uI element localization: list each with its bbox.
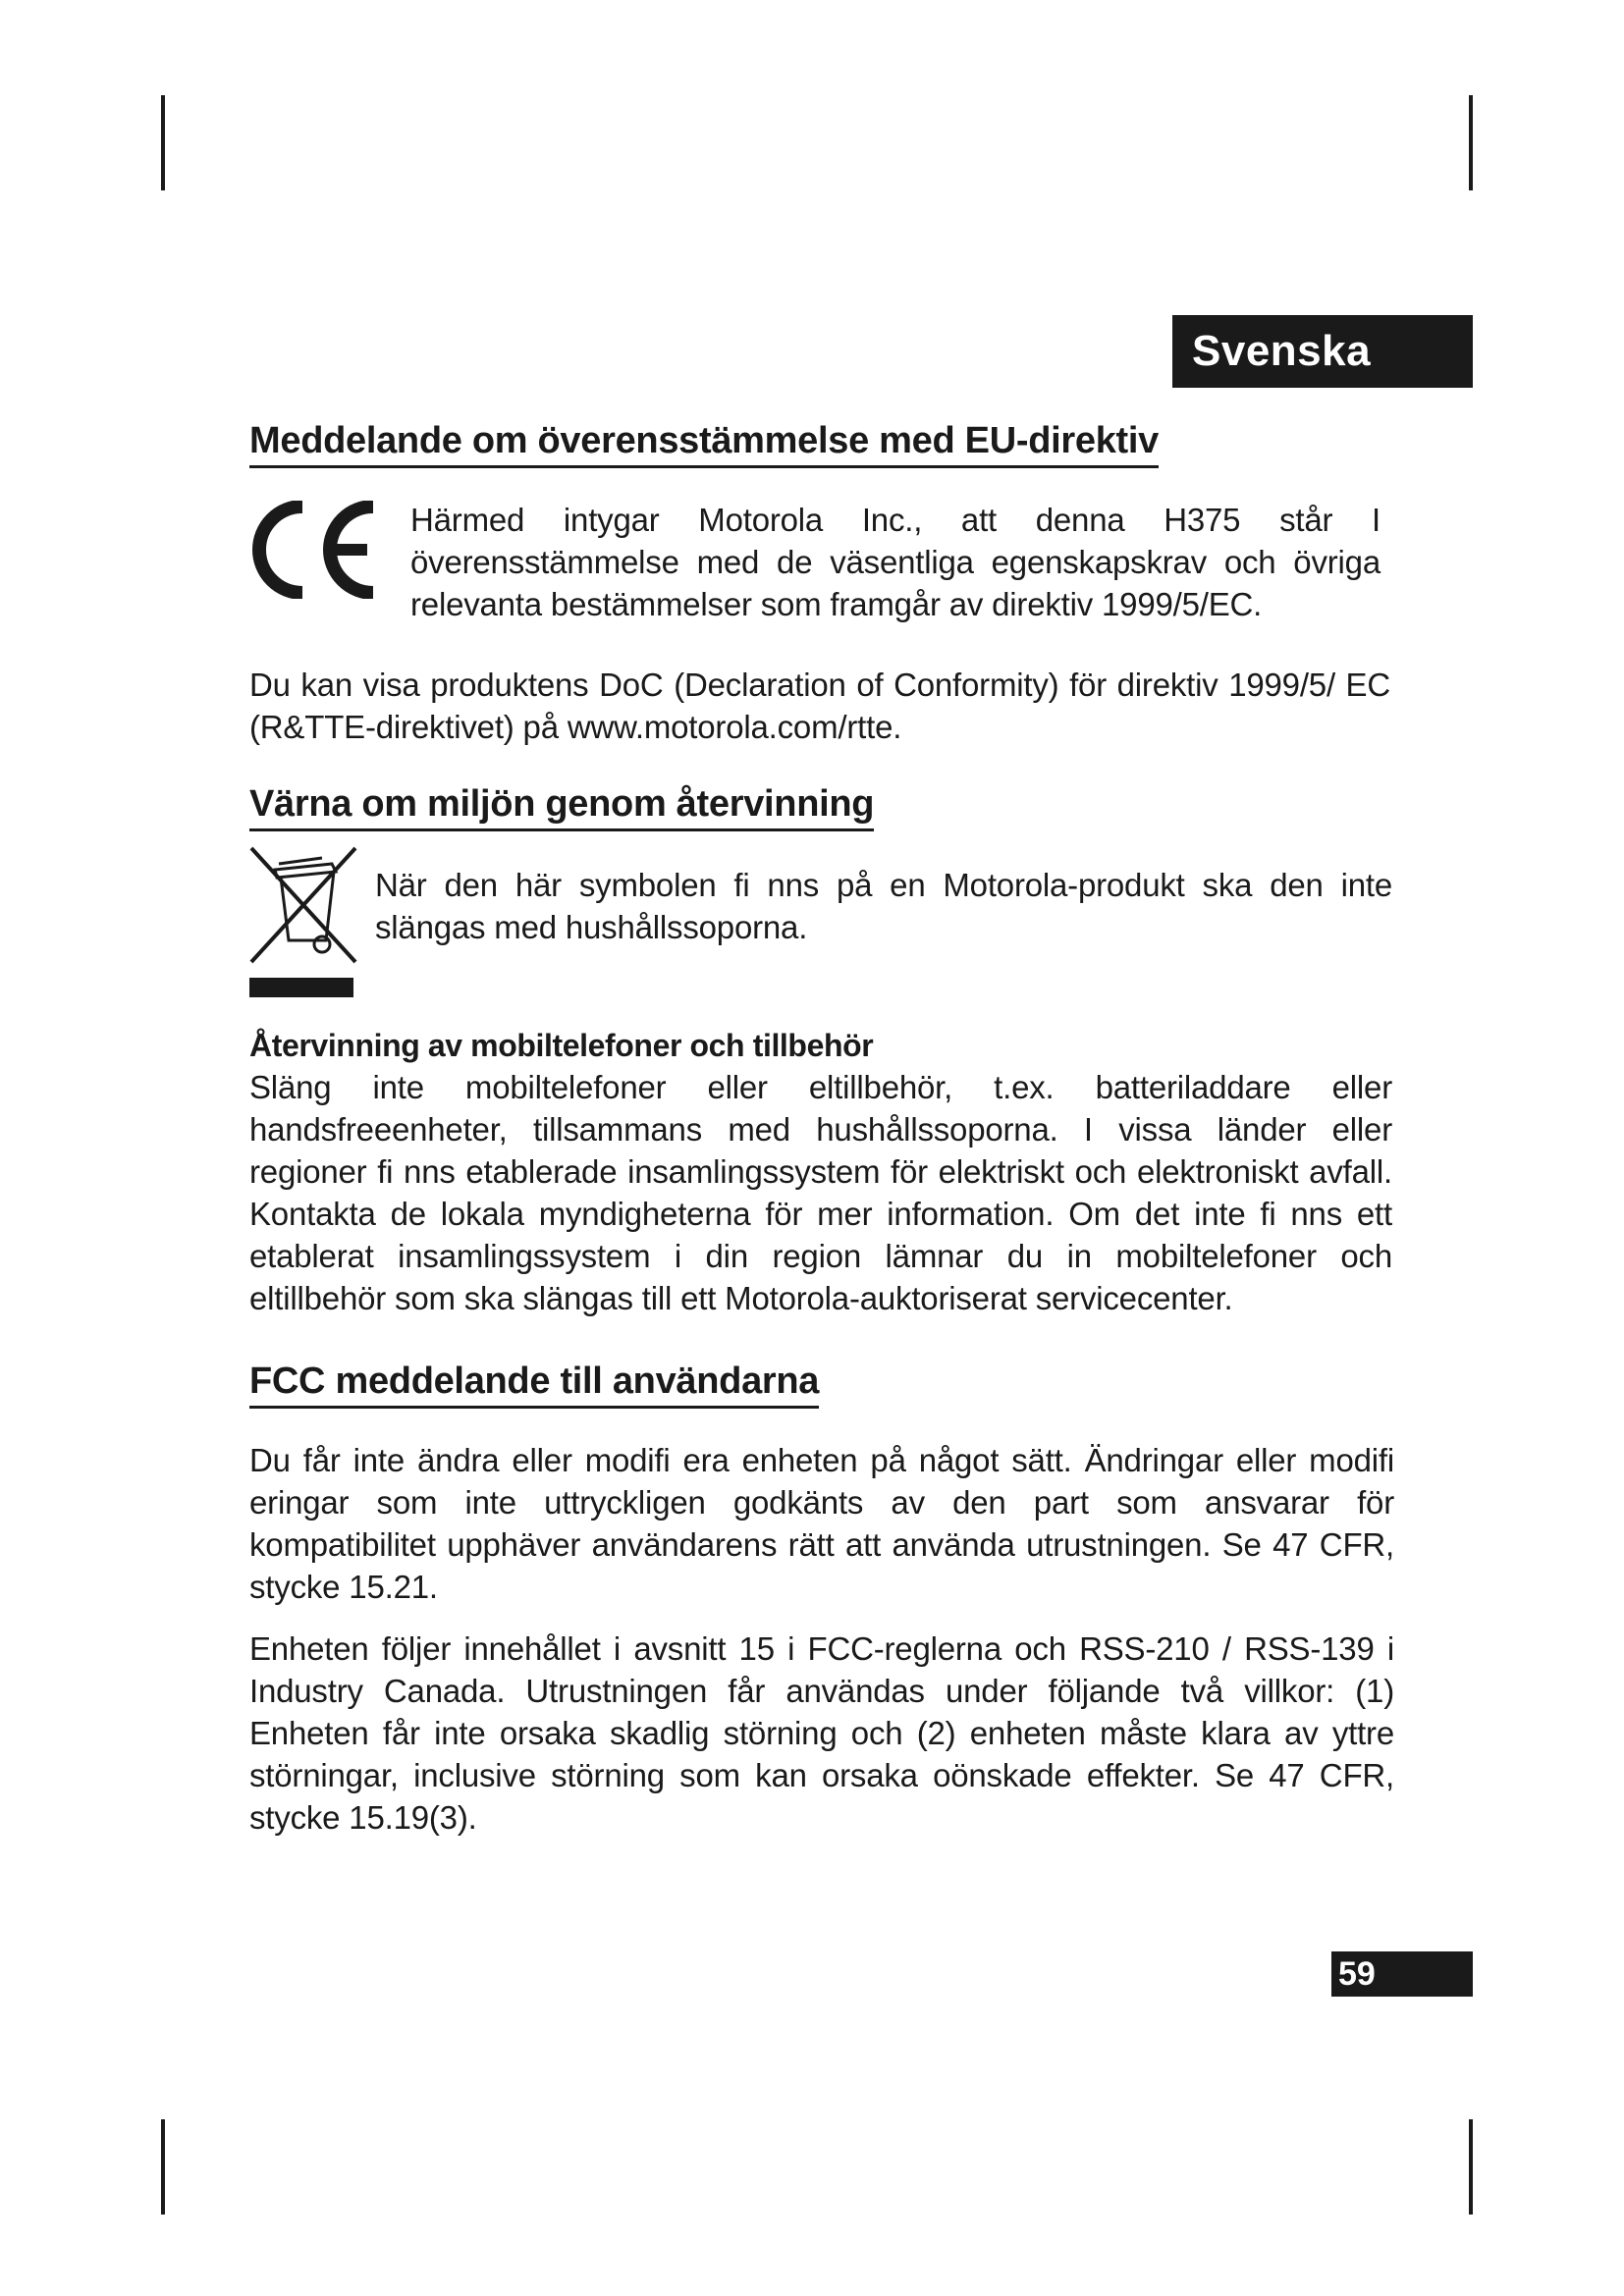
language-tab: Svenska [1172, 315, 1473, 388]
crop-mark-top-left [161, 95, 165, 190]
fcc-paragraph-2: Enheten följer innehållet i avsnitt 15 i FCC-reglerna och RSS-210 / RSS-139 i Industry Canada. Utrustningen får användas under följande två villkor: (1) Enheten får inte orsaka skadlig störning och (2) enheten måste klara av yttre störningar, inclusive störning som kan orsaka oönskade effekter. Se 47 CFR, stycke 15.19(3). [249, 1630, 1394, 1836]
crossed-out-wheelie-bin-icon [245, 842, 363, 999]
ce-mark-icon [247, 501, 385, 599]
crop-mark-bottom-right [1469, 2119, 1473, 2215]
weee-symbol-text: När den här symbolen fi nns på en Motorola-produkt ska den inte slängas med hushållssoporna. [375, 867, 1392, 945]
crop-mark-bottom-left [161, 2119, 165, 2215]
recycling-body: Släng inte mobiltelefoner eller eltillbehör, t.ex. batteriladdare eller handsfreeenheter, tillsammans med hushållssoporna. I vissa länder eller regioner fi nns etablerade insamlingssystem för elektriskt och elektroniskt avfall. Kontakta de lokala myndigheterna för mer information. Om det inte fi nns ett etablerat insamlingssystem i din region lämnar du in mobiltelefoner och eltillbehör som ska slängas till ett Motorola-auktoriserat servicecenter. [249, 1069, 1392, 1316]
ce-conformity-text: Härmed intygar Motorola Inc., att denna H375 står I överensstämmelse med de väsentliga egenskapskrav och övriga relevanta bestämmelser som framgår av direktiv 1999/5/EC. [410, 502, 1380, 622]
page-number: 59 [1331, 1951, 1473, 1997]
fcc-heading: FCC meddelande till användarna [249, 1359, 819, 1409]
recycling-heading: Värna om miljön genom återvinning [249, 781, 874, 831]
fcc-paragraph-1: Du får inte ändra eller modifi era enheten på något sätt. Ändringar eller modifi eringar som inte uttryckligen godkänts av den part som ansvarar för kompatibilitet upphäver användarens rätt att använda utrustningen. Se 47 CFR, stycke 15.21. [249, 1442, 1394, 1605]
recycling-subheading: Återvinning av mobiltelefoner och tillbehör [249, 1028, 874, 1063]
doc-text: Du kan visa produktens DoC (Declaration of Conformity) för direktiv 1999/5/ EC (R&TTE-direktivet) på www.motorola.com/rtte. [249, 667, 1390, 745]
eu-heading: Meddelande om överensstämmelse med EU-direktiv [249, 418, 1159, 468]
crop-mark-top-right [1469, 95, 1473, 190]
